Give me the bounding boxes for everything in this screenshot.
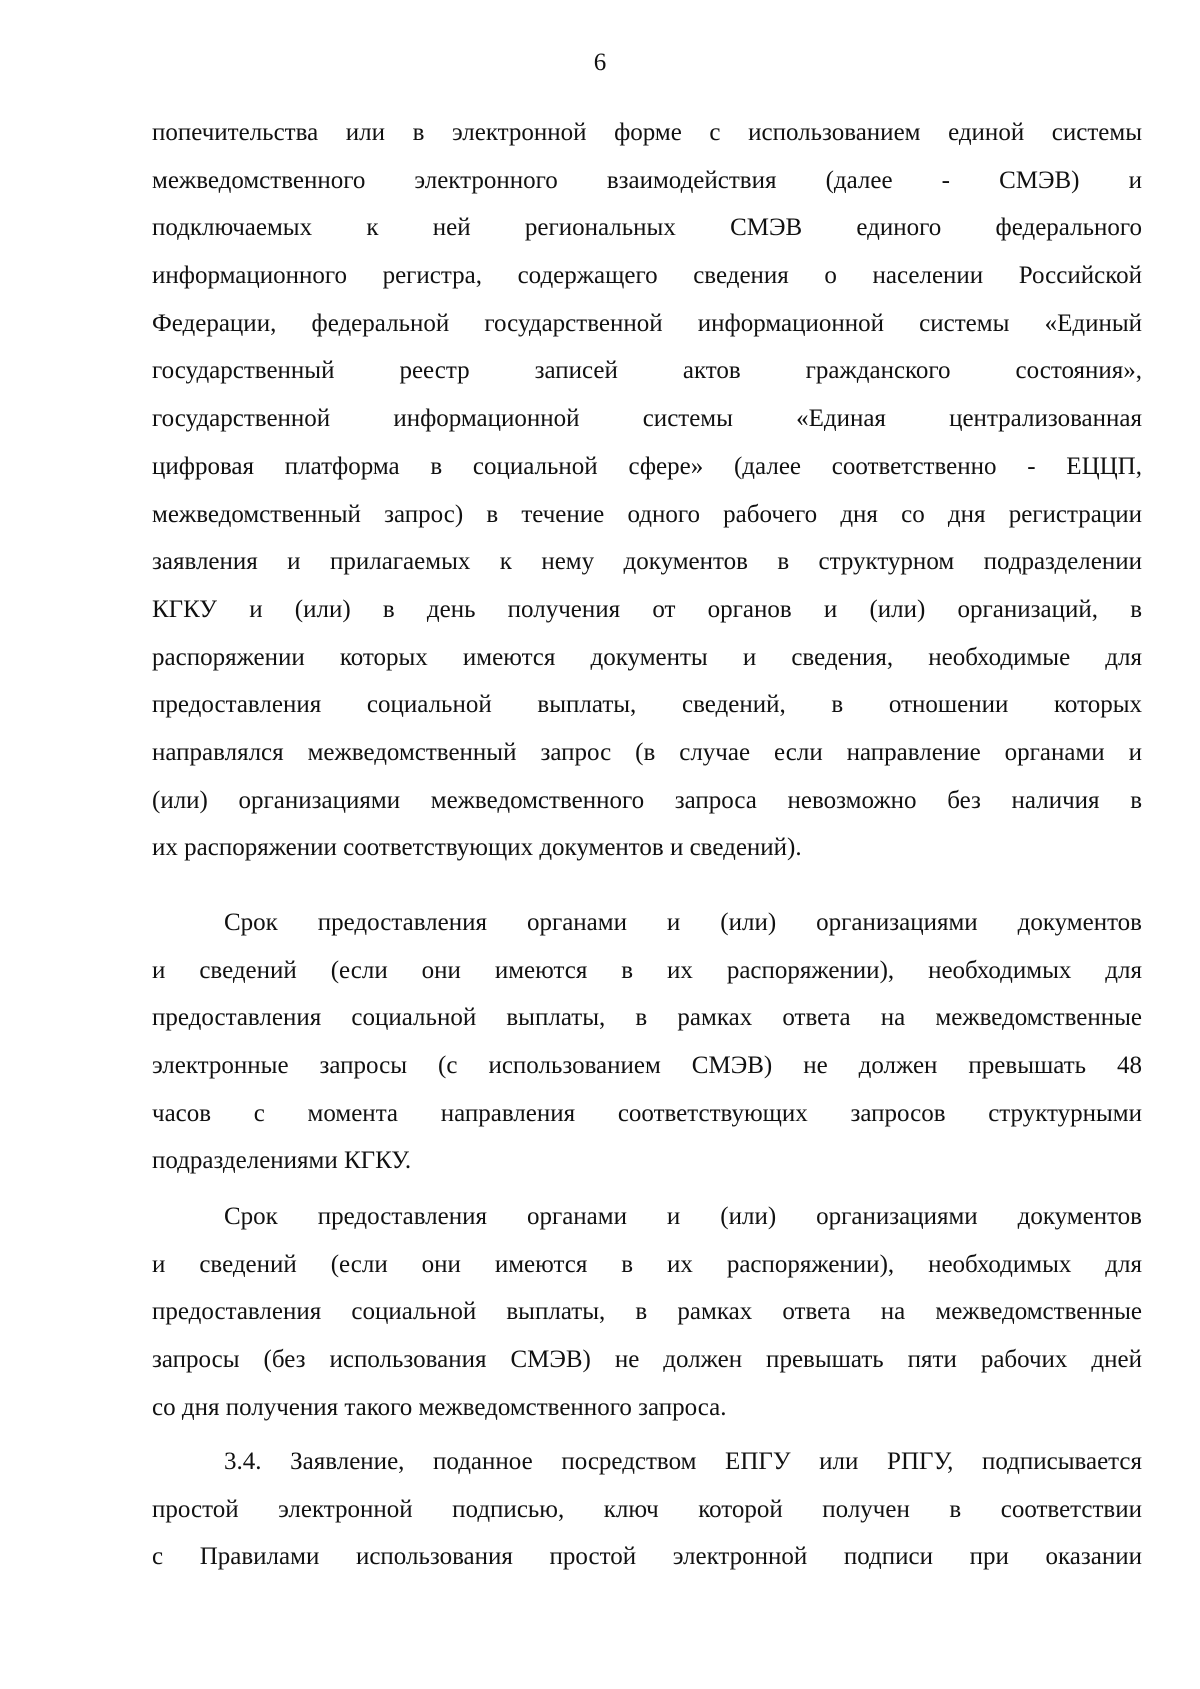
text-line: предоставления социальной выплаты, в рамках ответа на межведомственные bbox=[152, 1298, 1142, 1326]
text-line: направлялся межведомственный запрос (в случае если направление органами и bbox=[152, 738, 1142, 766]
text-line: предоставления социальной выплаты, в рамках ответа на межведомственные bbox=[152, 1004, 1142, 1032]
text-line: 3.4. Заявление, поданное посредством ЕПГУ или РПГУ, подписывается bbox=[224, 1448, 1142, 1475]
paragraph-3 bbox=[152, 1193, 1142, 1431]
text-line: (или) организациями межведомственного запроса невозможно без наличия в bbox=[152, 786, 1142, 814]
text-line: и сведений (если они имеются в их распоряжении), необходимых для bbox=[152, 1250, 1142, 1278]
text-line: часов с момента направления соответствующих запросов структурными bbox=[152, 1099, 1142, 1127]
text-line: и сведений (если они имеются в их распоряжении), необходимых для bbox=[152, 956, 1142, 984]
text-line: попечительства или в электронной форме с использованием единой системы bbox=[152, 119, 1142, 146]
text-line: запросы (без использования СМЭВ) не должен превышать пяти рабочих дней bbox=[152, 1346, 1142, 1374]
text-line: КГКУ и (или) в день получения от органов и (или) организаций, в bbox=[152, 595, 1142, 623]
paragraph-4 bbox=[152, 1438, 1142, 1581]
text-line: государственной информационной системы «Единая централизованная bbox=[152, 405, 1142, 433]
text-line: Федерации, федеральной государственной информационной системы «Единый bbox=[152, 309, 1142, 337]
page-number: 6 bbox=[593, 49, 607, 76]
text-line: их распоряжении соответствующих документов и сведений). bbox=[152, 834, 802, 862]
text-line: с Правилами использования простой электронной подписи при оказании bbox=[152, 1543, 1142, 1571]
paragraph-1 bbox=[152, 109, 1142, 872]
text-line: межведомственного электронного взаимодействия (далее - СМЭВ) и bbox=[152, 166, 1142, 194]
text-line: межведомственный запрос) в течение одного рабочего дня со дня регистрации bbox=[152, 500, 1142, 528]
text-line: заявления и прилагаемых к нему документов в структурном подразделении bbox=[152, 548, 1142, 576]
text-line: цифровая платформа в социальной сфере» (далее соответственно - ЕЦЦП, bbox=[152, 452, 1142, 480]
text-line: предоставления социальной выплаты, сведений, в отношении которых bbox=[152, 691, 1142, 719]
text-line: электронные запросы (с использованием СМЭВ) не должен превышать 48 bbox=[152, 1052, 1142, 1080]
text-line: Срок предоставления органами и (или) организациями документов bbox=[224, 1203, 1142, 1230]
paragraph-2 bbox=[152, 899, 1142, 1185]
text-line: информационного регистра, содержащего сведения о населении Российской bbox=[152, 262, 1142, 290]
text-line: подключаемых к ней региональных СМЭВ единого федерального bbox=[152, 214, 1142, 242]
text-line: Срок предоставления органами и (или) организациями документов bbox=[224, 909, 1142, 936]
text-line: простой электронной подписью, ключ которой получен в соответствии bbox=[152, 1495, 1142, 1523]
text-line: государственный реестр записей актов гражданского состояния», bbox=[152, 357, 1142, 385]
text-line: со дня получения такого межведомственного запроса. bbox=[152, 1393, 727, 1421]
text-line: подразделениями КГКУ. bbox=[152, 1147, 412, 1175]
text-line: распоряжении которых имеются документы и сведения, необходимые для bbox=[152, 643, 1142, 671]
